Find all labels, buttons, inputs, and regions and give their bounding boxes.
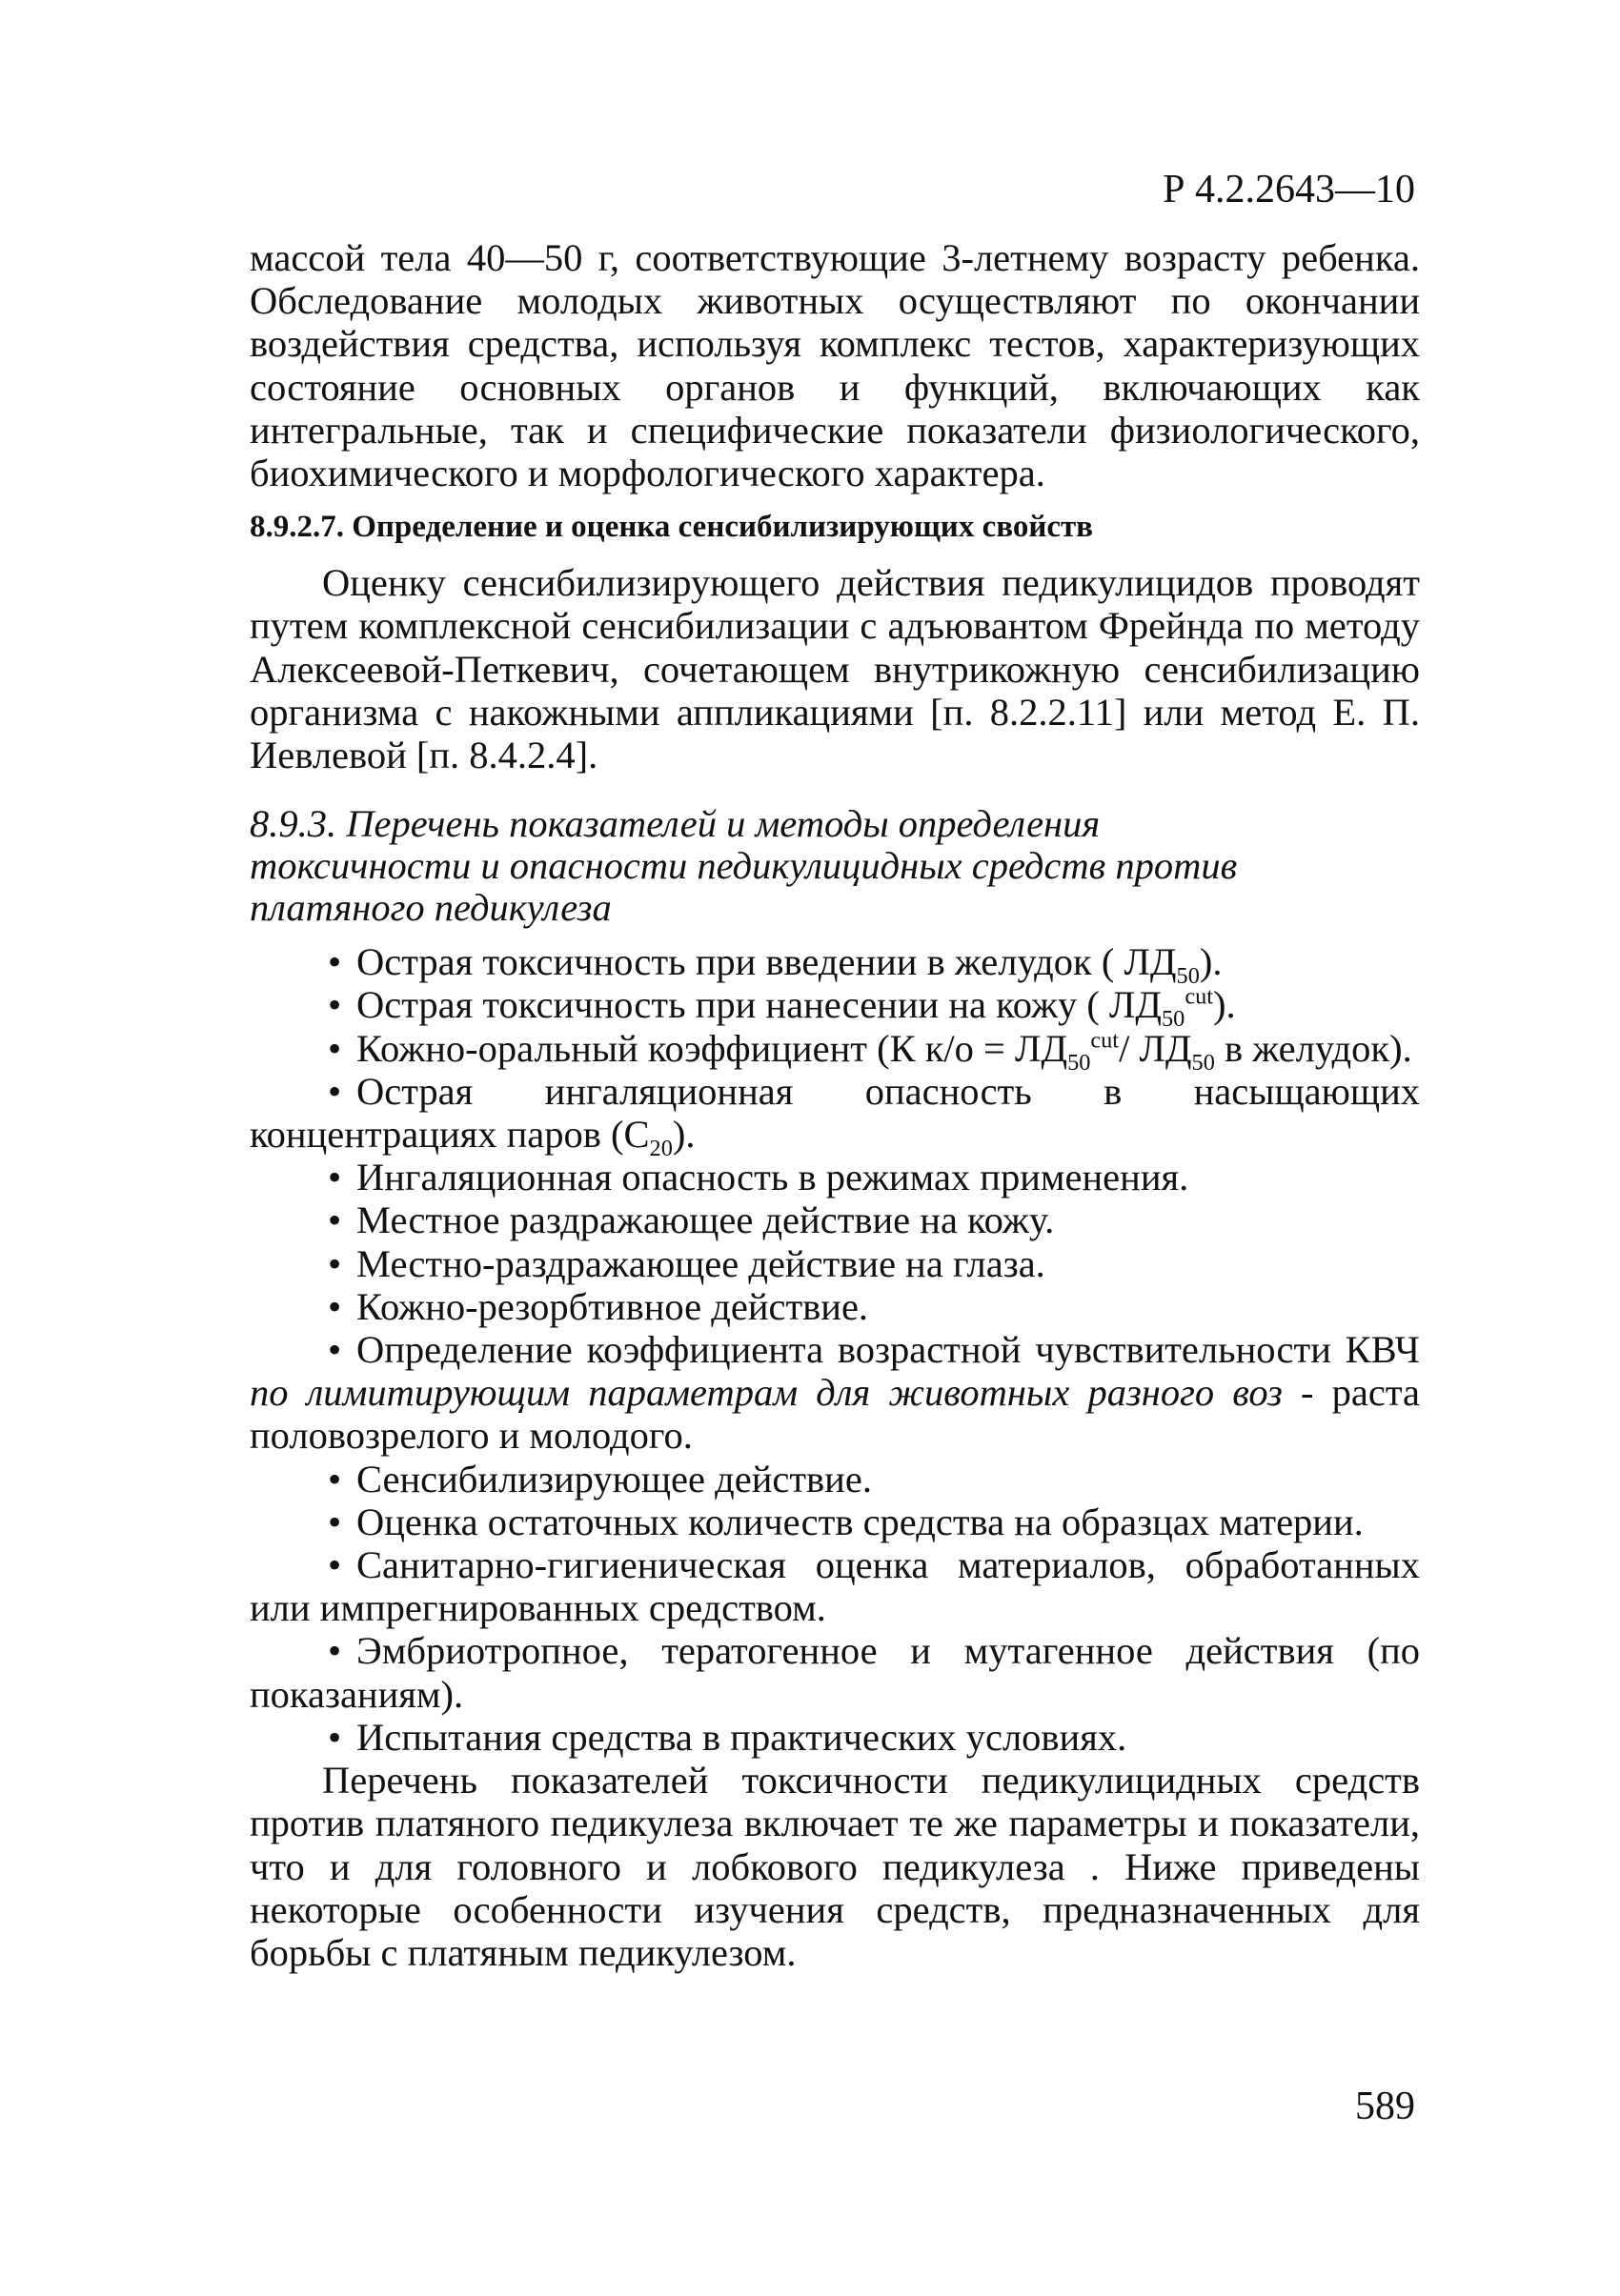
list-item-text: Острая ингаляционная опасность в насыщающих концентрациях паров (С: [250, 1069, 1420, 1157]
list-item: [250, 1026, 1420, 1076]
subscript: 20: [649, 1136, 673, 1162]
indicators-list: [250, 940, 1420, 1759]
bullet-icon: •: [328, 940, 342, 984]
subsection-heading-8927: 8.9.2.7. Определение и оценка сенсибилизирующих свойств: [250, 510, 1094, 545]
list-item: [250, 1500, 1420, 1543]
list-item-tail: ).: [672, 1113, 696, 1157]
list-item-text: Оценка остаточных количеств средства на образцах материи.: [356, 1500, 1364, 1543]
list-item: [250, 983, 1420, 1033]
list-item-text: Местно-раздражающее действие на глаза.: [356, 1241, 1045, 1285]
list-item: [250, 1629, 1420, 1715]
list-item-tail: ).: [1213, 983, 1236, 1027]
bullet-icon: •: [328, 983, 342, 1027]
bullet-icon: •: [328, 1241, 342, 1285]
bullet-icon: •: [328, 1629, 342, 1673]
list-item-text: Острая токсичность при нанесении на кожу ( ЛД: [356, 983, 1163, 1027]
list-item: [250, 1716, 1420, 1759]
bullet-icon: •: [328, 1156, 342, 1199]
bullet-icon: •: [328, 1715, 342, 1759]
subscript: 50: [1067, 1049, 1091, 1076]
list-item: [250, 1156, 1420, 1198]
superscript: cut: [1185, 983, 1214, 1010]
list-item-text: Кожно-резорбтивное действие.: [356, 1284, 869, 1328]
list-item: [250, 1543, 1420, 1629]
paragraph-continuation: массой тела 40—50 г, соответствующие 3-летнему возрасту ребенка. Обследование молодых животных осуществляют по окончании воздействия средства, используя комплекс тестов, характеризующих состояние основных органов и функций, включающих как интегральные, так и специфические показатели физиологического, биохимического и морфологического характера.: [250, 236, 1420, 495]
section-title-line-2: токсичности и опасности педикулицидных средств против: [250, 844, 1238, 888]
list-item-text: Кожно-оральный коэффициент (К к/о = ЛД: [356, 1026, 1068, 1070]
list-item-text: Определение коэффициента возрастной чувствительности КВЧ: [356, 1328, 1420, 1372]
subscript: 50: [1162, 1006, 1185, 1033]
list-item-text: Ингаляционная опасность в режимах применения.: [356, 1156, 1189, 1199]
list-item: [250, 1198, 1420, 1241]
bullet-icon: •: [328, 1457, 342, 1500]
section-title-line-3: платяного педикулеза: [250, 886, 612, 930]
bullet-icon: •: [328, 1198, 342, 1242]
list-item: [250, 940, 1420, 990]
superscript: cut: [1090, 1027, 1120, 1054]
paragraph-sensitization: Оценку сенсибилизирующего действия педикулицидов проводят путем комплексной сенсибилизации с адъювантом Фрейнда по методу Алексеевой-Петкевич, сочетающем внутрикожную сенсибилизацию организма с накожными аппликациями [п. 8.2.2.11] или метод Е. П. Иевлевой [п. 8.4.2.4].: [250, 561, 1420, 777]
list-item: [250, 1458, 1420, 1500]
section-title-893: [250, 803, 1420, 929]
subscript: 50: [1176, 963, 1200, 990]
bullet-icon: •: [328, 1069, 342, 1113]
list-item-tail: в желудок).: [1214, 1026, 1412, 1070]
document-code: Р 4.2.2643—10: [1163, 168, 1415, 211]
list-item-mid: / ЛД: [1119, 1026, 1192, 1070]
page-content: [250, 236, 1420, 1974]
list-item-text: Санитарно-гигиеническая оценка материалов, обработанных или импрегнированных средством.: [250, 1543, 1420, 1630]
list-item-text: Острая токсичность при введении в желудок ( ЛД: [356, 940, 1177, 984]
list-item: [250, 1242, 1420, 1285]
section-title-line-1: 8.9.3. Перечень показателей и методы определения: [250, 802, 1101, 846]
list-item-text: Испытания средства в практических условиях.: [356, 1715, 1127, 1759]
subscript: 50: [1191, 1049, 1215, 1076]
list-item-text: Сенсибилизирующее действие.: [356, 1457, 872, 1500]
list-item-italic: по лимитирующим параметрам для животных разного воз: [250, 1371, 1283, 1415]
list-item: [250, 1069, 1420, 1162]
list-item: [250, 1328, 1420, 1458]
list-item: [250, 1285, 1420, 1328]
bullet-icon: •: [328, 1543, 342, 1587]
page-number: 589: [1355, 2085, 1415, 2128]
bullet-icon: •: [328, 1284, 342, 1328]
bullet-icon: •: [328, 1500, 342, 1543]
paragraph-summary: Перечень показателей токсичности педикулицидных средств против платяного педикулеза включает те же параметры и показатели, что и для головного и лобкового педикулеза . Ниже приведены некоторые особенности изучения средств, предназначенных для борьбы с платяным педикулезом.: [250, 1759, 1420, 1974]
list-item-tail: - раста половозрелого и молодого.: [250, 1371, 1421, 1458]
bullet-icon: •: [328, 1328, 342, 1372]
list-item-tail: ).: [1199, 940, 1223, 984]
bullet-icon: •: [328, 1026, 342, 1070]
list-item-text: Эмбриотропное, тератогенное и мутагенное действия (по показаниям).: [250, 1629, 1420, 1716]
list-item-text: Местное раздражающее действие на кожу.: [356, 1198, 1055, 1242]
